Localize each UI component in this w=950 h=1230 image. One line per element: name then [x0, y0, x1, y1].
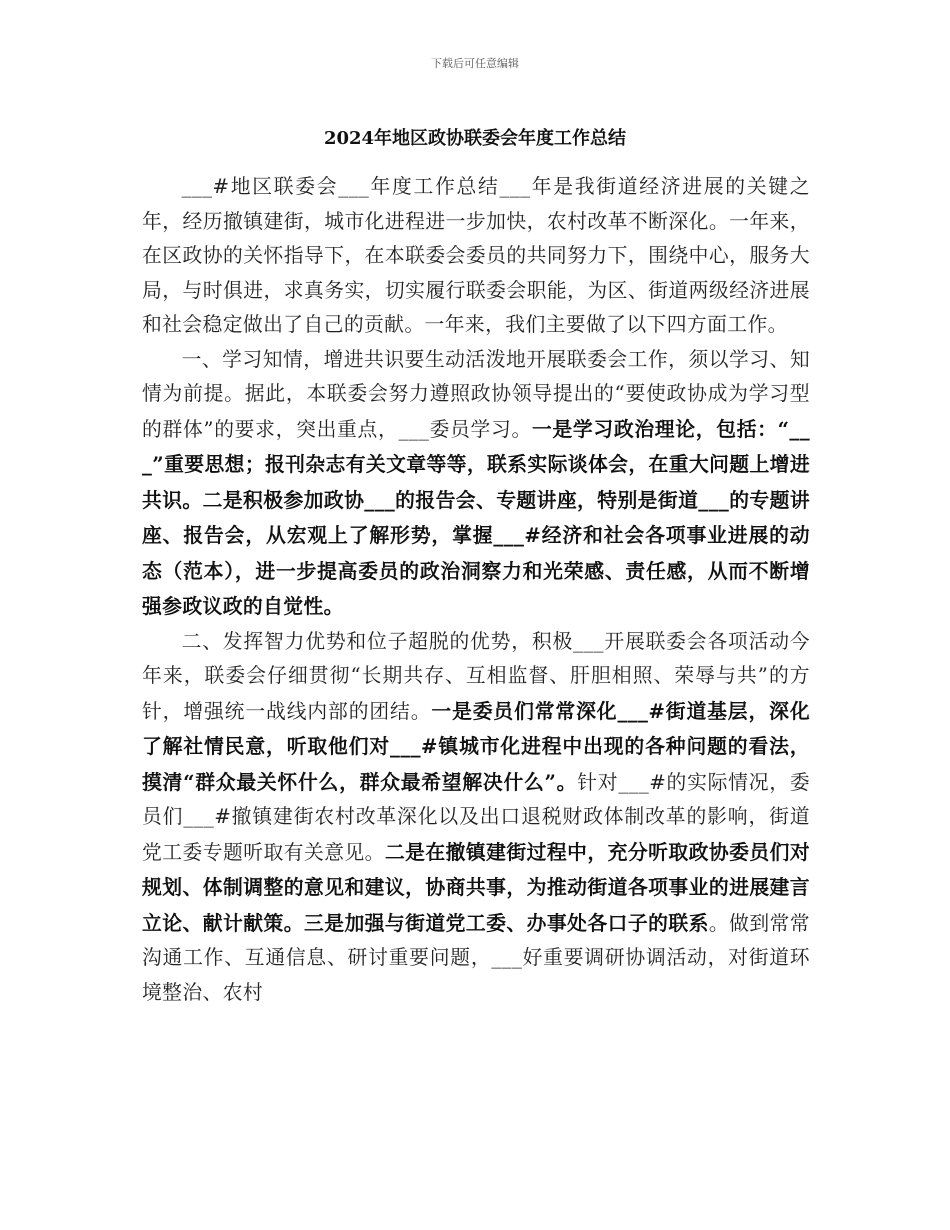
paragraph-intro — [142, 170, 810, 343]
text-run: ___#地区联委会___年度工作总结___年是我街道经济进展的关键之年，经历撤镇建街，城市化进程进一步加快，农村改革不断深化。一年来，在区政协的关怀指导下，在本联委会委员的共同努力下，围绕中心，服务大局，与时俱进，求真务实，切实履行联委会职能，为区、街道两级经济进展和社会稳定做出了自己的贡献。一年来，我们主要做了以下四方面工作。 — [142, 175, 810, 336]
text-run: 针对___#的实际情况，委员们___#撤镇建街农村改革深化以及出口退税财政体制改革的影响，街道党工委专题听取有关意见。 — [142, 770, 811, 864]
text-run: 二、发挥智力优势和位子超脱的优势，积极___开展联委会各项活动今年来，联委会仔细贯彻“长期共存、互相监督、肝胆相照、荣辱与共”的方针，增强统一战线内部的团结。 — [142, 629, 810, 723]
paragraph-section-1 — [142, 343, 810, 625]
page-header — [0, 55, 950, 71]
bold-text-run: 二是在撤镇建街过程中，充分听取政协委员们对规划、体制调整的意见和建议，协商共事，为推动街道各项事业的进展建言立论、献计献策。三是加强与街道党工委、办事处各口子的联系 — [142, 839, 810, 935]
document-title: 2024年地区政协联委会年度工作总结 — [323, 128, 627, 149]
bold-text-run: 一是学习政治理论，包括：“___”重要思想；报刊杂志有关文章等等，联系实际谈体会，在重大问题上增进共识。二是积极参加政协___的报告会、专题讲座，特别是街道___的专题讲座、报告会，从宏观上了解形势，掌握___#经济和社会各项事业进展的动态（范本），进一步提高委员的政治洞察力和光荣感、责任感，从而不断增强参政议政的自觉性。 — [142, 416, 810, 618]
paragraph-section-2 — [142, 625, 810, 1011]
text-run: 。做到常常沟通工作、互通信息、研讨重要问题，___好重要调研协调活动，对街道环境整治、农村 — [142, 911, 810, 1004]
document-body — [142, 170, 810, 1010]
header-note: 下载后可任意编辑 — [431, 57, 519, 70]
bold-text-run: 一是委员们常常深化___#街道基层，深化了解社情民意，听取他们对___#镇城市化进程中出现的各种问题的看法，摸清“群众最关怀什么，群众最希望解决什么”。 — [142, 698, 810, 794]
text-run: 一、学习知情，增进共识要生动活泼地开展联委会工作，须以学习、知情为前提。据此，本联委会努力遵照政协领导提出的“要使政协成为学习型的群体”的要求，突出重点，___委员学习。 — [142, 347, 810, 441]
